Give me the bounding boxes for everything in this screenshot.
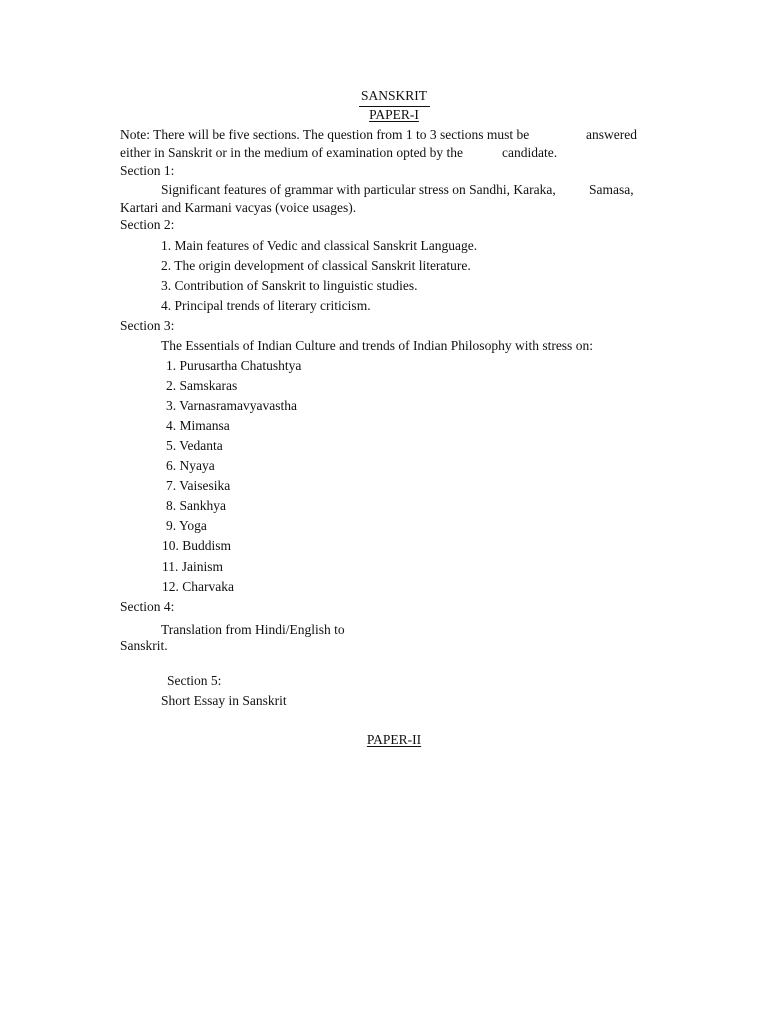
- section-3-heading: Section 3:: [120, 318, 175, 333]
- note-line-2-end: candidate.: [502, 145, 558, 160]
- section-5-text: Short Essay in Sanskrit: [161, 693, 287, 708]
- section-1-line-1: Significant features of grammar with particular stress on Sandhi, Karaka,: [161, 182, 556, 197]
- list-item: 12. Charvaka: [162, 579, 234, 594]
- list-item: 8. Sankhya: [166, 498, 226, 513]
- section-3-intro: The Essentials of Indian Culture and trends of Indian Philosophy with stress on:: [161, 338, 593, 353]
- list-item: 4. Principal trends of literary criticism.: [161, 298, 371, 313]
- list-item: 9. Yoga: [166, 518, 207, 533]
- section-5-heading: Section 5:: [167, 673, 222, 688]
- list-item: 1. Purusartha Chatushtya: [166, 358, 302, 373]
- list-item: 4. Mimansa: [166, 418, 230, 433]
- section-4-heading: Section 4:: [120, 599, 175, 614]
- list-item: 5. Vedanta: [166, 438, 223, 453]
- section-4-line-2: Sanskrit.: [120, 638, 168, 653]
- list-item: 2. Samskaras: [166, 378, 238, 393]
- list-item: 3. Varnasramavyavastha: [166, 398, 297, 413]
- section-1-line-2: Kartari and Karmani vacyas (voice usages).: [120, 200, 357, 215]
- list-item: 11. Jainism: [162, 559, 224, 574]
- paper-1-heading: PAPER-I: [369, 107, 419, 122]
- list-item: 6. Nyaya: [166, 458, 215, 473]
- note-line-1-end: answered: [586, 127, 637, 142]
- list-item: 2. The origin development of classical Sanskrit literature.: [161, 258, 471, 273]
- paper-2-heading: PAPER-II: [366, 732, 422, 747]
- list-item: 7. Vaisesika: [166, 478, 231, 493]
- list-item: 10. Buddism: [162, 538, 232, 553]
- note-line-1: Note: There will be five sections. The question from 1 to 3 sections must be: [120, 127, 530, 142]
- list-item: 1. Main features of Vedic and classical Sanskrit Language.: [161, 238, 478, 253]
- section-1-line-1-end: Samasa,: [589, 182, 634, 197]
- section-1-heading: Section 1:: [120, 163, 175, 178]
- section-2-heading: Section 2:: [120, 217, 175, 232]
- note-line-2: either in Sanskrit or in the medium of examination opted by the: [120, 145, 464, 160]
- section-4-line-1: Translation from Hindi/English to: [161, 622, 345, 637]
- document-title: SANSKRIT: [360, 88, 428, 103]
- list-item: 3. Contribution of Sanskrit to linguistic studies.: [161, 278, 418, 293]
